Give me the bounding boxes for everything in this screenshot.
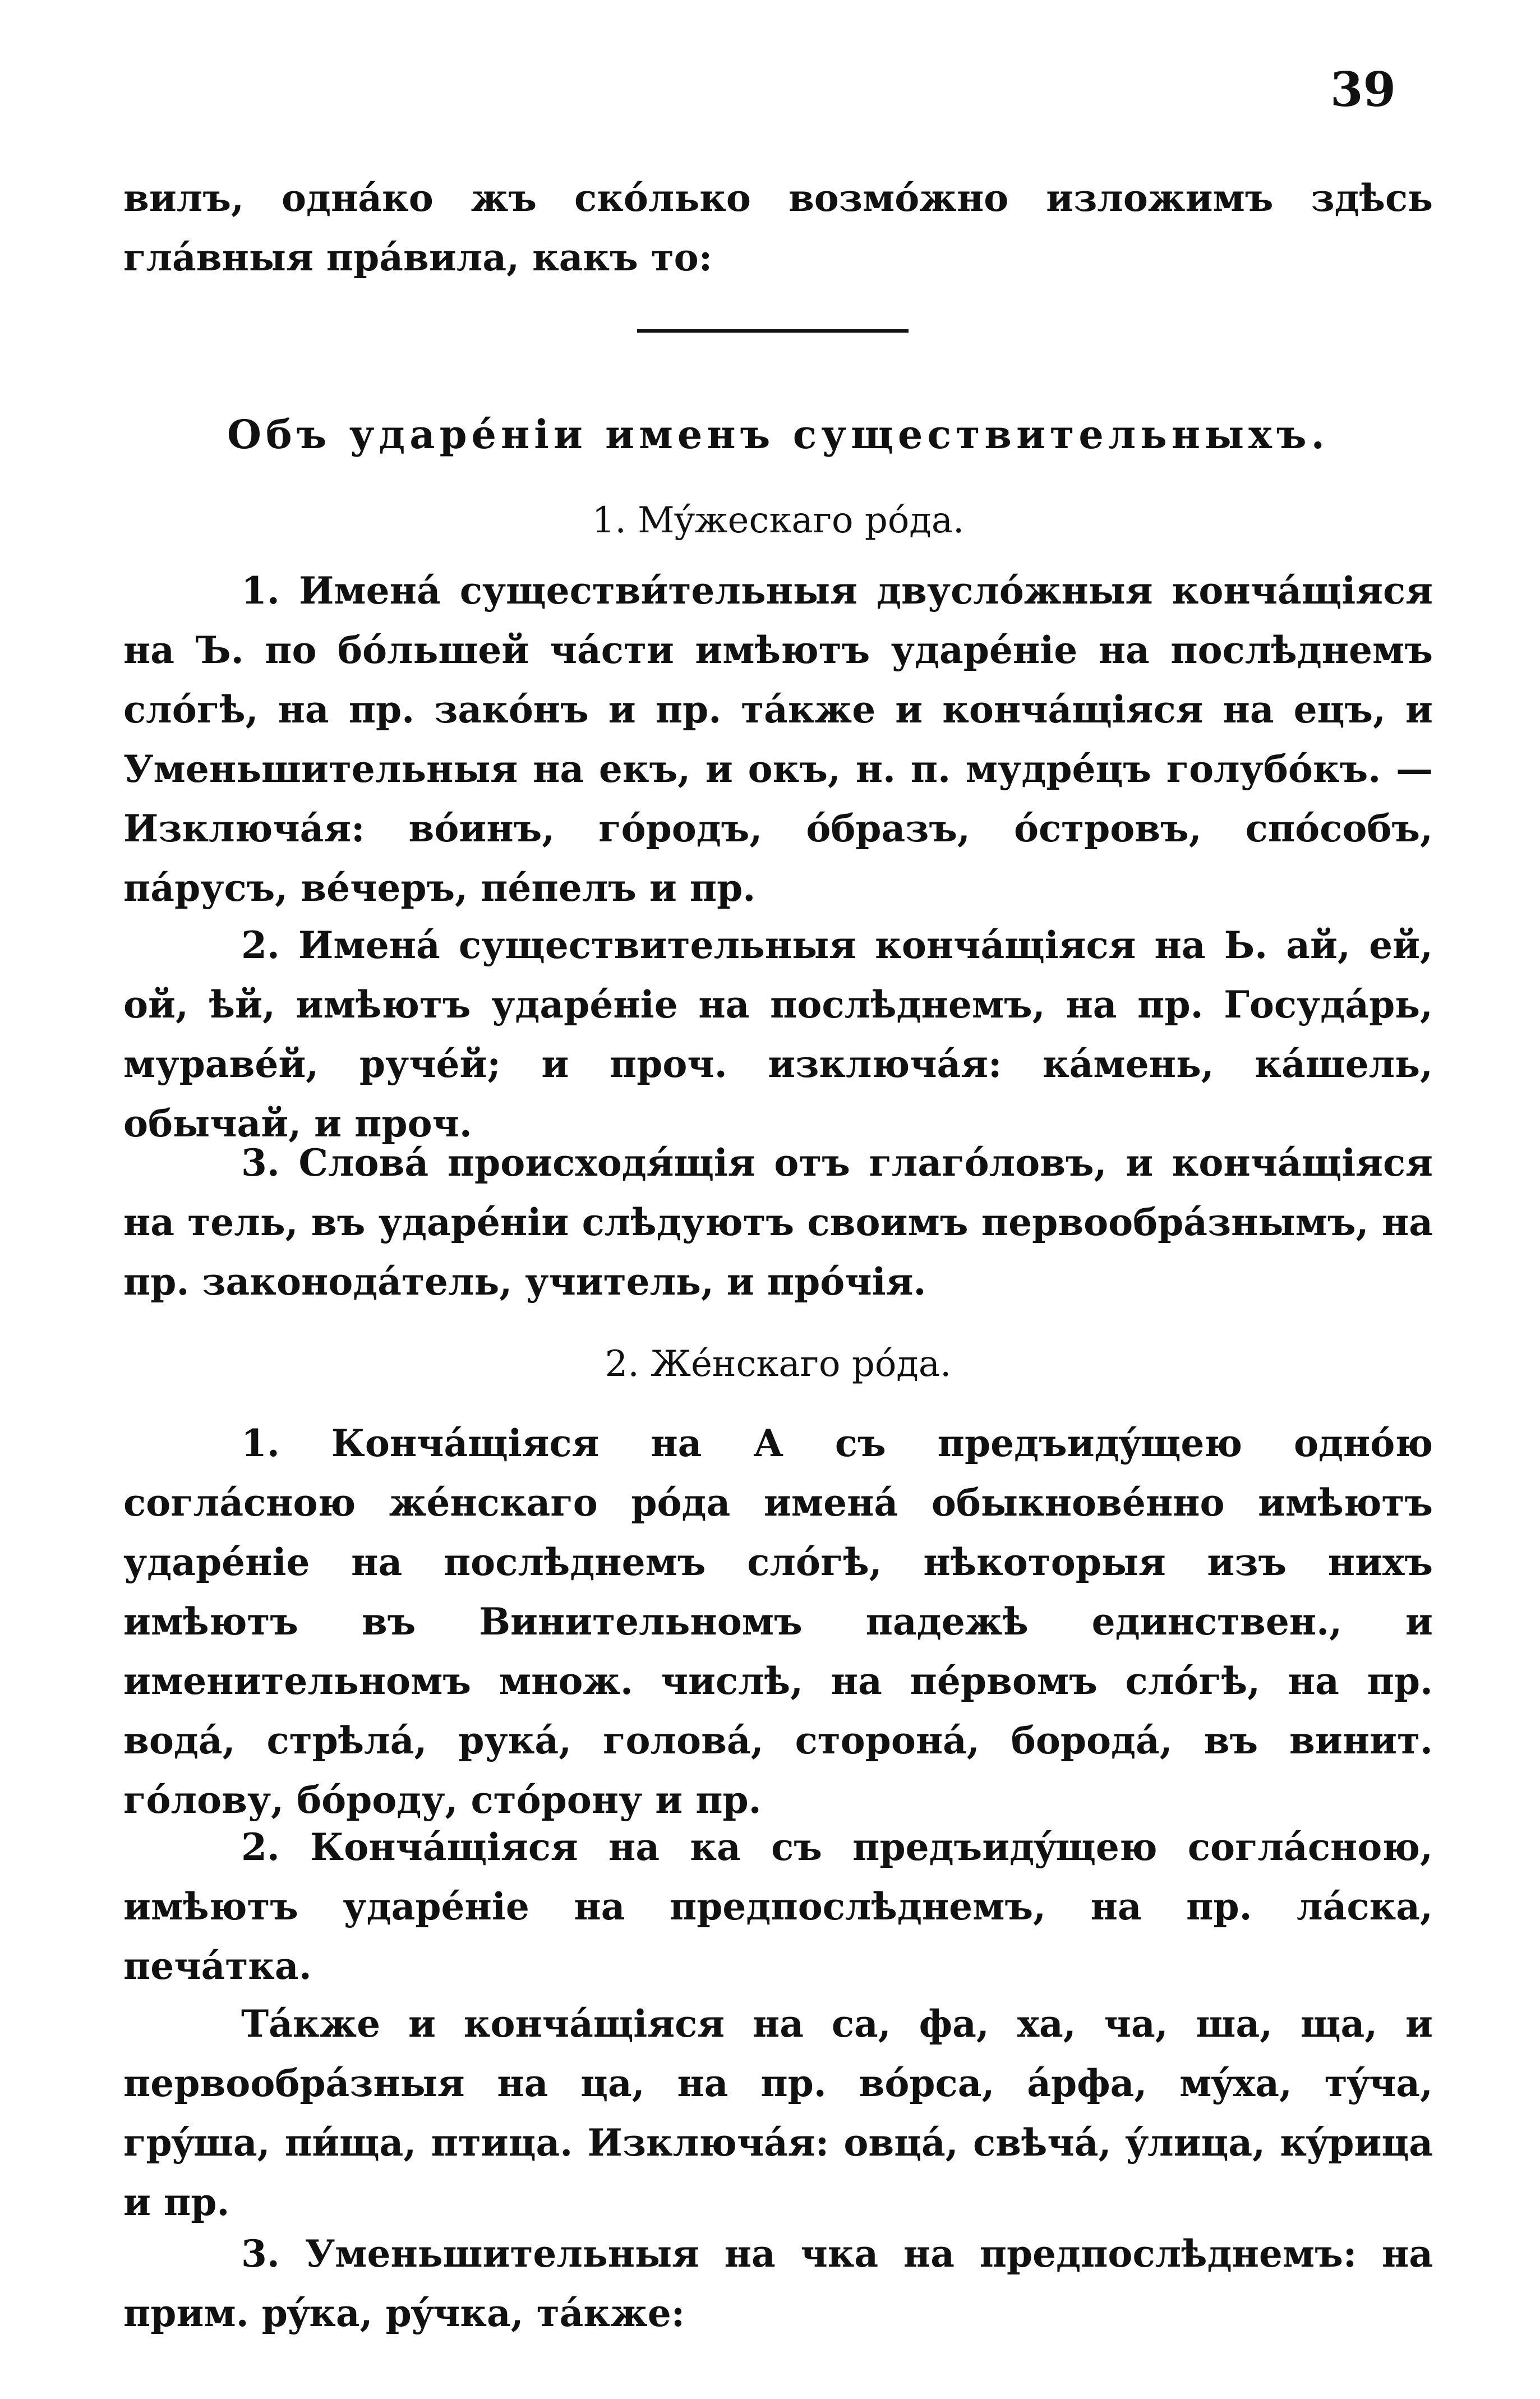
masculine-heading: 1. Мýжескаго рóда. [592,500,965,541]
masculine-rule-2: 2. Имена́ существительныя кончáщіяся на Ь. ай, ей, ой, ѣй, имѣютъ ударéніе на послѣднемъ, на пр. Госуда́рь, муравéй, ручéй; и проч. изключáя: кáмень, кáшель, обычай, и проч. [123,923,1433,1145]
masculine-rule-3: 3. Словá происходя́щія отъ глагóловъ, и кончáщіяся на тель, въ ударéніи слѣдуютъ своимъ первообрáзнымъ, на пр. законодáтель, учитель, и прóчія. [123,1141,1433,1304]
feminine-rule-1: 1. Кончáщіяся на А съ предъидýщею однóю соглáсною жéнскаго рóда имена́ обыкновéнно имѣютъ ударéніе на послѣднемъ слóгѣ, нѣкоторыя изъ нихъ имѣютъ въ Винительномъ падежѣ единствен., и именительномъ множ. числѣ, на пéрвомъ слóгѣ, на пр. водá, стрѣлá, рукá, головá, сторонá, бородá, въ винит. гóлову, бóроду, стóрону и пр. [123,1421,1433,1822]
feminine-heading: 2. Жéнскаго рóда. [605,1343,952,1385]
feminine-rule-2: 2. Кончáщіяся на ка съ предъидýщею соглáсною, имѣютъ ударéніе на предпослѣднемъ, на пр. лáска, печáтка. [123,1825,1433,1988]
feminine-rule-2b: Тáкже и кончáщіяся на са, фа, ха, ча, ша, ща, и первообрáзныя на ца, на пр. вóрса, áрфа, мýха, тýча, грýша, пи́ща, птица. Изключáя: овцá, свѣчá, ýлица, кýрица и пр. [123,2002,1433,2224]
feminine-rule-3: 3. Уменьшительныя на чка на предпослѣднемъ: на прим. рýка, рýчка, тáкже: [123,2232,1433,2335]
page-number: 39 [1330,62,1396,117]
section-divider [637,329,909,333]
masculine-rule-1: 1. Имена́ существи́тельныя двусло́жныя конча́щіяся на Ъ. по бóльшей чáсти имѣютъ ударéніе на послѣднемъ слóгѣ, на пр. закóнъ и пр. тáкже и кончáщіяся на ецъ, и Уменьшительныя на екъ, и окъ, н. п. мудрéцъ голубóкъ. — Изключáя: вóинъ, гóродъ, óбразъ, óстровъ, спóсобъ, пáрусъ, вéчеръ, пéпелъ и пр. [123,569,1433,910]
section-title: Объ ударéніи именъ существительныхъ. [227,411,1329,458]
intro-paragraph: вилъ, однáко жъ скóлько возмóжно изложимъ здѣсь глáвныя прáвила, какъ то: [123,176,1433,279]
